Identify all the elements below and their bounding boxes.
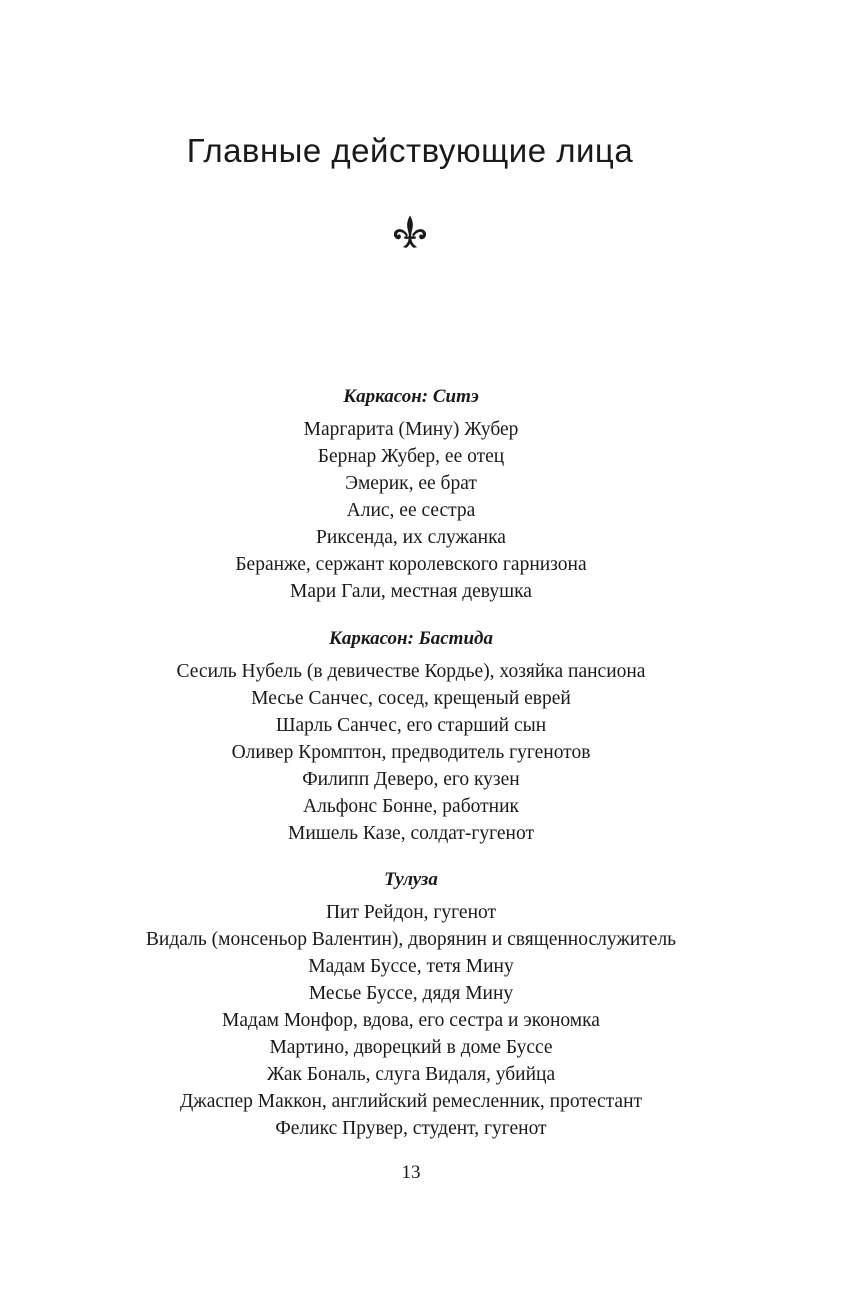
character-entry: Сесиль Нубель (в девичестве Кордье), хозяйка пансиона bbox=[176, 661, 646, 682]
character-entry: Месье Буссе, дядя Мину bbox=[308, 983, 514, 1004]
character-entry: Алис, ее сестра bbox=[346, 500, 476, 521]
character-entry: Беранже, сержант королевского гарнизона bbox=[235, 554, 587, 575]
section-toulouse bbox=[0, 866, 822, 1142]
character-entry: Филипп Деверо, его кузен bbox=[302, 769, 520, 790]
character-entry: Мадам Буссе, тетя Мину bbox=[308, 956, 514, 977]
character-list bbox=[0, 416, 822, 605]
character-list bbox=[0, 899, 822, 1142]
character-entry: Жак Бональ, слуга Видаля, убийца bbox=[266, 1064, 556, 1085]
character-entry: Оливер Кромптон, предводитель гугенотов bbox=[231, 742, 591, 763]
section-carcassonne-bastide bbox=[0, 625, 822, 847]
character-entry: Эмерик, ее брат bbox=[345, 473, 477, 494]
character-entry: Феликс Прувер, студент, гугенот bbox=[275, 1118, 547, 1139]
character-entry: Альфонс Бонне, работник bbox=[303, 796, 519, 817]
character-entry: Бернар Жубер, ее отец bbox=[317, 446, 505, 467]
character-entry: Видаль (монсеньор Валентин), дворянин и священнослужитель bbox=[145, 929, 677, 950]
character-entry: Риксенда, их служанка bbox=[316, 527, 506, 548]
character-entry: Месье Санчес, сосед, крещеный еврей bbox=[251, 688, 571, 709]
character-entry: Пит Рейдон, гугенот bbox=[325, 902, 497, 923]
section-heading: Каркасон: Бастида bbox=[329, 628, 493, 649]
character-entry: Мартино, дворецкий в доме Буссе bbox=[269, 1037, 553, 1058]
page-title: Главные действующие лица bbox=[186, 132, 634, 169]
character-entry: Шарль Санчес, его старший сын bbox=[275, 715, 547, 736]
character-list bbox=[0, 658, 822, 847]
page-number: 13 bbox=[401, 1162, 421, 1183]
character-entry: Джаспер Маккон, английский ремесленник, протестант bbox=[179, 1091, 643, 1112]
section-heading: Тулуза bbox=[384, 869, 438, 890]
character-entry: Маргарита (Мину) Жубер bbox=[303, 419, 519, 440]
character-entry: Мишель Казе, солдат-гугенот bbox=[287, 823, 535, 844]
fleur-de-lis-icon bbox=[392, 214, 428, 250]
section-carcassonne-cite bbox=[0, 383, 822, 605]
character-entry: Мадам Монфор, вдова, его сестра и экономка bbox=[222, 1010, 600, 1031]
section-heading: Каркасон: Ситэ bbox=[343, 386, 479, 407]
character-entry: Мари Гали, местная девушка bbox=[290, 581, 532, 602]
